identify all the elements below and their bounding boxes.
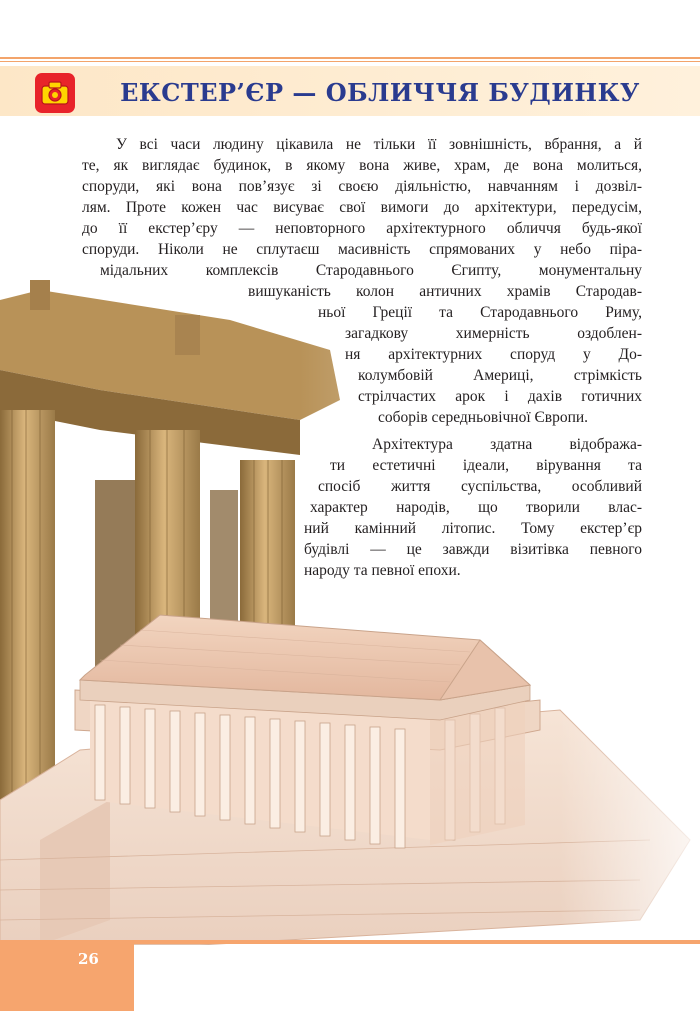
- paragraph-line: лям. Проте кожен час висуває свої вимоги до архітектури, передусім,: [82, 199, 642, 216]
- paragraph-line: соборів середньовічної Європи.: [378, 409, 589, 426]
- paragraph-line: те, як виглядає будинок, в якому вона живе, храм, де вона молиться,: [82, 157, 642, 174]
- paragraph-line: ньої Греції та Стародавнього Риму,: [318, 304, 642, 321]
- paragraph-line: У всі часи людину цікавила не тільки її зовнішність, вбрання, а й: [116, 136, 642, 153]
- paragraph-line: ня архітектурних споруд у До-: [345, 346, 642, 363]
- paragraph-line: стрілчастих арок і дахів готичних: [358, 388, 642, 405]
- paragraph-line: загадкову химерність оздоблен-: [345, 325, 642, 342]
- paragraph-line: мідальних комплексів Стародавнього Єгипту, монументальну: [100, 262, 642, 279]
- camera-icon: [35, 73, 75, 113]
- page-number: 26: [78, 950, 99, 968]
- paragraph-line: колумбовій Америці, стрімкість: [358, 367, 642, 384]
- paragraph-line: вишуканість колон античних храмів Стародав-: [248, 283, 642, 300]
- top-rule: [0, 57, 700, 59]
- paragraph-line: ти естетичні ідеали, вірування та: [330, 457, 642, 474]
- page-title: ЕКСТЕР’ЄР — ОБЛИЧЧЯ БУДИНКУ: [120, 78, 640, 107]
- paragraph-line: народу та певної епохи.: [304, 562, 461, 579]
- top-rule-thin: [0, 61, 700, 62]
- paragraph-line: до її екстер’єру — неповторного архітектурного обличчя будь-якої: [82, 220, 642, 237]
- paragraph-line: спосіб життя суспільства, особливий: [318, 478, 642, 495]
- paragraph-line: характер народів, що творили влас-: [310, 499, 642, 516]
- paragraph-line: споруди, які вона пов’язує зі своєю діяльністю, навчанням і дозвіл-: [82, 178, 642, 195]
- paragraph-line: будівлі — це завжди візитівка певного: [304, 541, 642, 558]
- paragraph-line: ний камінний літопис. Тому екстер’єр: [304, 520, 642, 537]
- paragraph-line: Архітектура здатна відобража-: [372, 436, 642, 453]
- paragraph-line: споруди. Ніколи не сплутаєш масивність спрямованих у небо піра-: [82, 241, 642, 258]
